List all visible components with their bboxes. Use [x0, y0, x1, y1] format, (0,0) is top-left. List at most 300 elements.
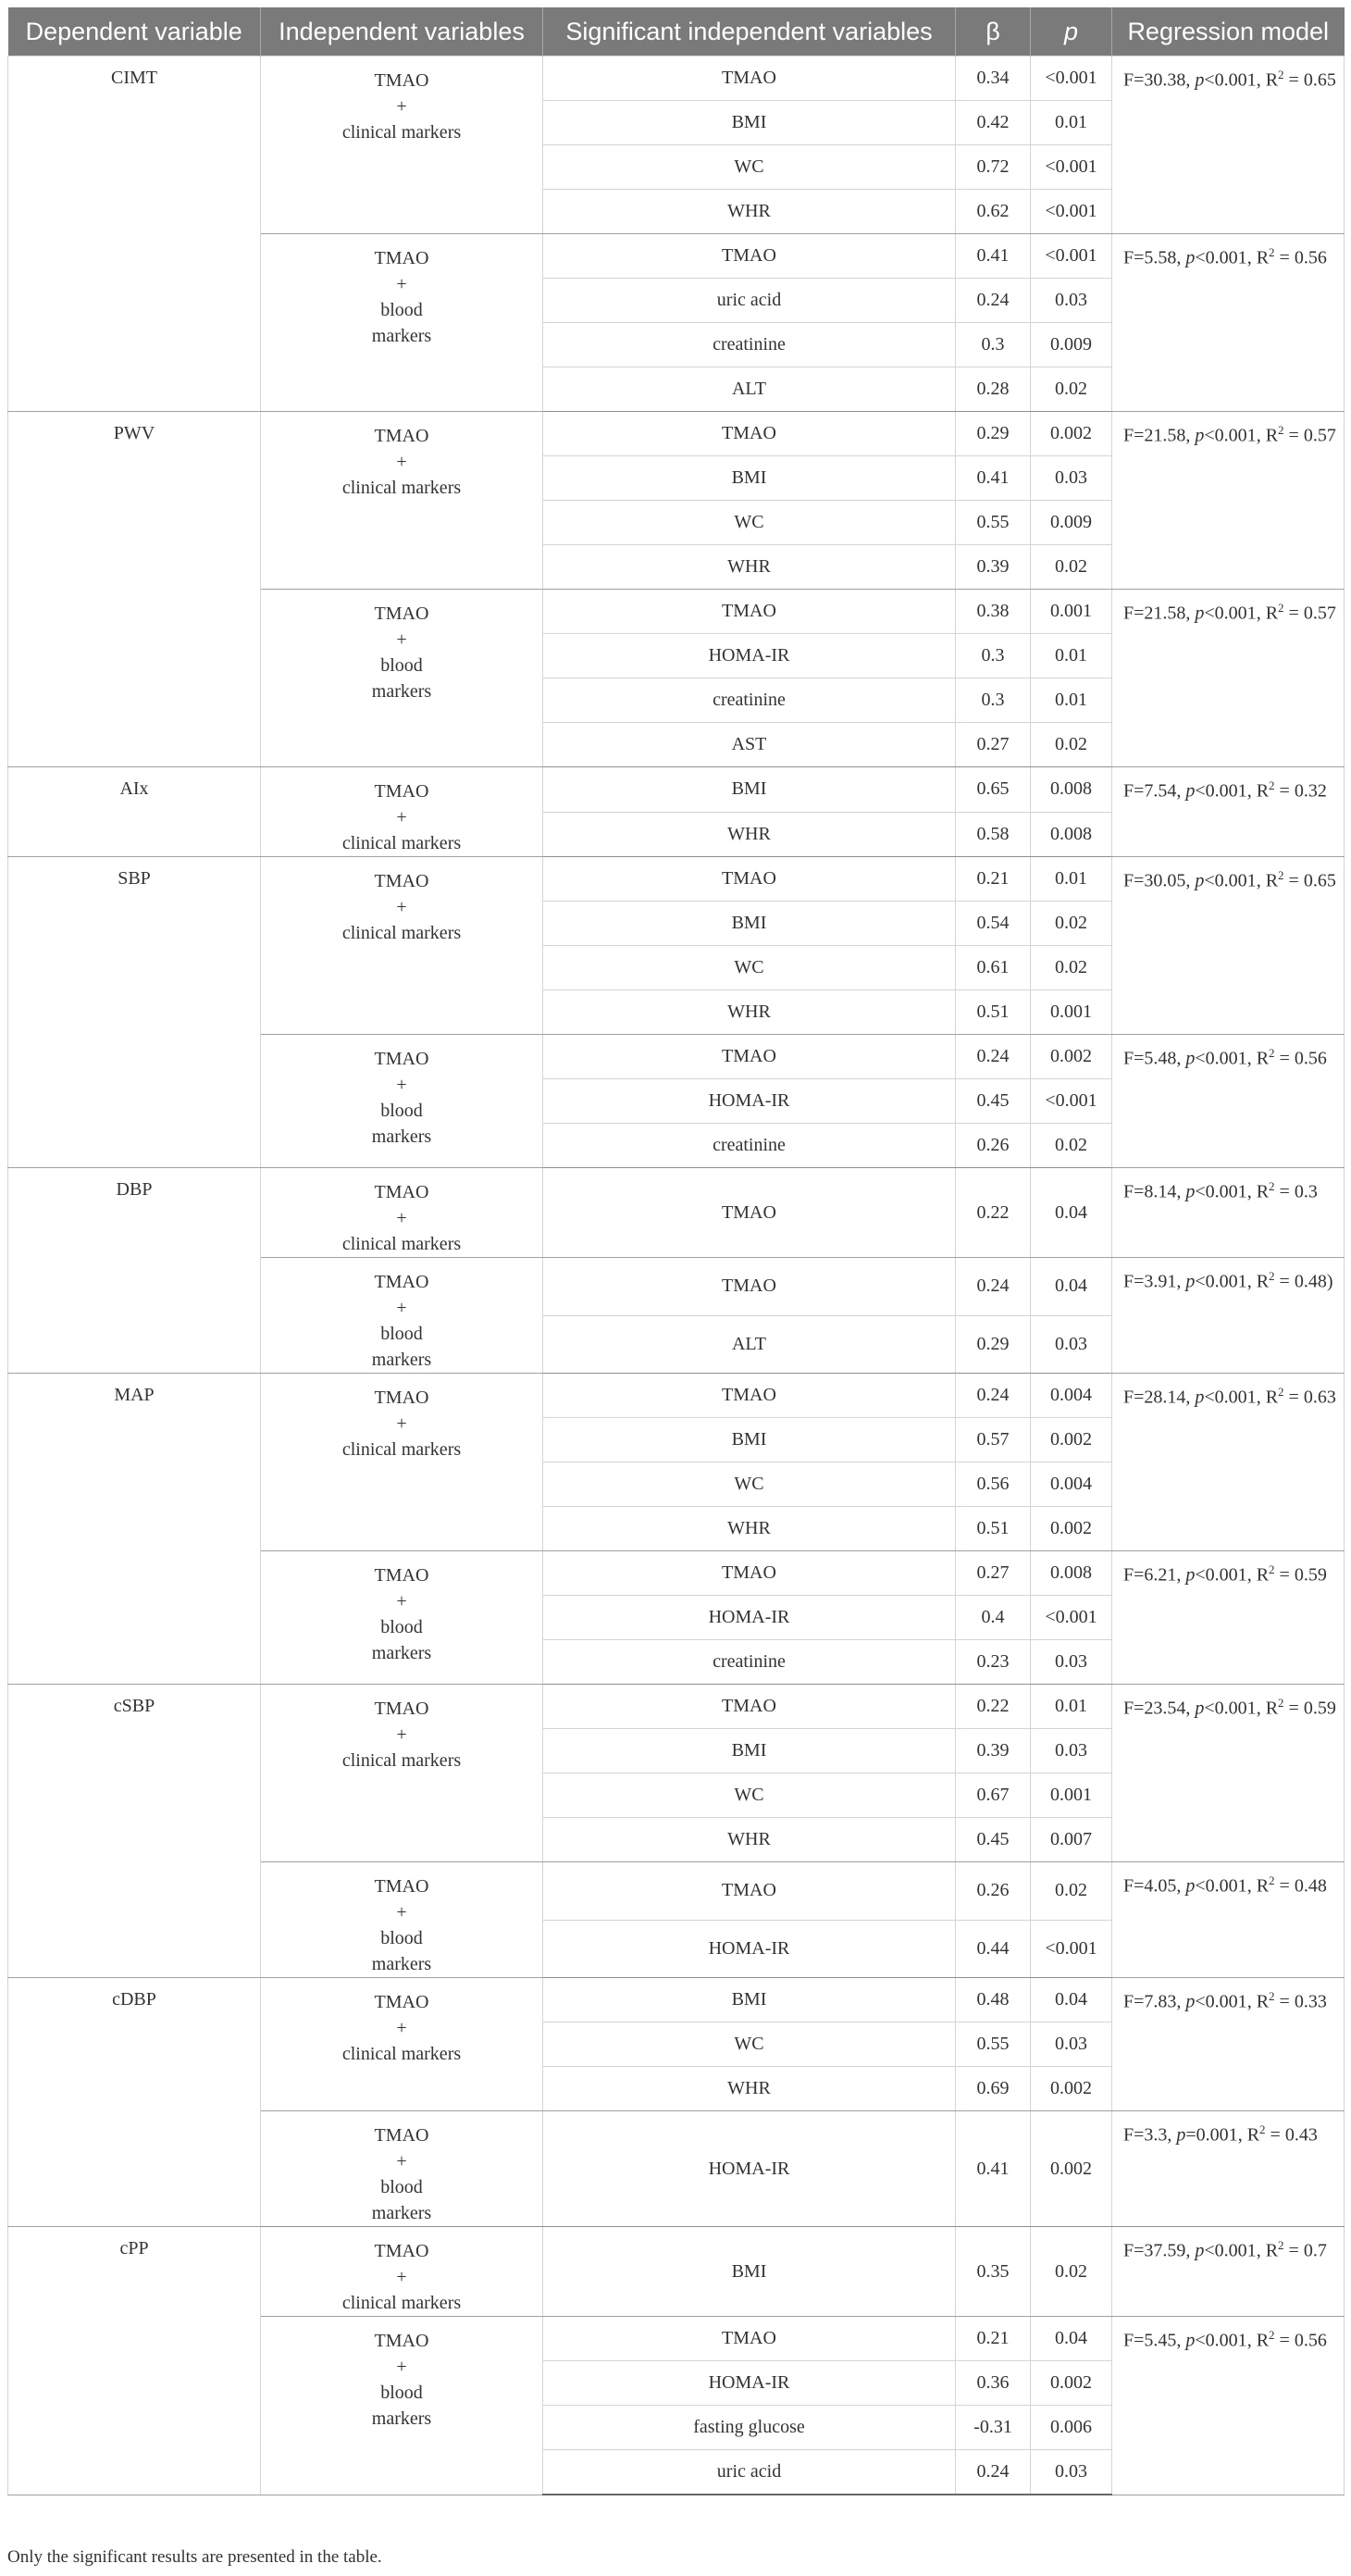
model-r2-superscript: 2	[1269, 1562, 1275, 1576]
significant-variable-cell: WC	[543, 946, 956, 990]
independent-variables-line: blood	[380, 1324, 423, 1344]
independent-variables-line: +	[396, 1208, 407, 1228]
regression-model-cell: F=7.54, p<0.001, $R^2 = 0.32$	[1112, 767, 1345, 857]
beta-cell: 0.39	[956, 1729, 1031, 1773]
model-f-value: 6.21	[1144, 1564, 1177, 1586]
independent-variables-line: +	[396, 1413, 407, 1434]
model-r2-value: 0.59	[1303, 1698, 1336, 1719]
p-value-cell: 0.02	[1031, 723, 1112, 767]
p-value-cell: 0.02	[1031, 1124, 1112, 1168]
model-f-value: 3.3	[1144, 2124, 1168, 2146]
model-f-value: 21.58	[1144, 603, 1186, 624]
beta-cell: 0.44	[956, 1920, 1031, 1978]
header-beta: β	[956, 7, 1031, 56]
table-footnote: Only the significant results are presented in the table.	[7, 2547, 382, 2567]
dependent-variable-cell: cPP	[8, 2227, 261, 2495]
p-value-cell: 0.004	[1031, 1462, 1112, 1507]
independent-variables-cell	[261, 2317, 543, 2495]
model-p-label: p	[1195, 2240, 1205, 2261]
independent-variables-line: blood	[380, 300, 423, 320]
model-f-value: 37.59	[1144, 2240, 1186, 2261]
dependent-variable-cell: SBP	[8, 857, 261, 1168]
header-significant-variables: Significant independent variables	[543, 7, 956, 56]
model-r2-superscript: 2	[1269, 1046, 1275, 1060]
dependent-variable-cell: CIMT	[8, 56, 261, 412]
beta-cell: 0.58	[956, 812, 1031, 857]
table-row	[8, 857, 1345, 902]
independent-variables-line: +	[396, 1075, 407, 1095]
significant-variable-cell: BMI	[543, 1418, 956, 1462]
p-value-cell: <0.001	[1031, 190, 1112, 234]
beta-cell: 0.21	[956, 857, 1031, 902]
independent-variables-cell	[261, 56, 543, 234]
table-row	[8, 412, 1345, 456]
independent-variables-line: clinical markers	[341, 2044, 462, 2064]
significant-variable-cell: AST	[543, 723, 956, 767]
independent-variables-line: TMAO	[374, 1049, 429, 1069]
p-value-cell: 0.02	[1031, 946, 1112, 990]
regression-model-cell: F=23.54, p<0.001, $R^2 = 0.59$	[1112, 1685, 1345, 1862]
independent-variables-line: TMAO	[374, 1876, 429, 1897]
beta-cell: 0.57	[956, 1418, 1031, 1462]
model-p-label: p	[1195, 425, 1205, 446]
p-value-cell: 0.03	[1031, 1315, 1112, 1374]
independent-variables-line: +	[396, 452, 407, 472]
p-value-cell: 0.009	[1031, 323, 1112, 367]
independent-variables-line: clinical markers	[341, 1439, 462, 1460]
model-f-value: 5.48	[1144, 1048, 1177, 1069]
model-r2-superscript: 2	[1278, 423, 1284, 437]
header-dependent-variable: Dependent variable	[8, 7, 261, 56]
independent-variables-line: TMAO	[374, 2331, 429, 2351]
model-p-value: <0.001	[1195, 1271, 1247, 1292]
independent-variables-line: markers	[371, 1954, 432, 1974]
beta-cell: 0.51	[956, 1507, 1031, 1551]
p-value-cell: 0.03	[1031, 279, 1112, 323]
beta-cell: 0.22	[956, 1168, 1031, 1258]
independent-variables-line: TMAO	[374, 1565, 429, 1586]
model-p-value: <0.001	[1204, 1698, 1257, 1719]
regression-model-cell: F=3.3, p=0.001, $R^2 = 0.43$	[1112, 2111, 1345, 2227]
regression-model-cell: F=30.05, p<0.001, $R^2 = 0.65$	[1112, 857, 1345, 1035]
significant-variable-cell: HOMA-IR	[543, 1920, 956, 1978]
regression-model-cell: F=28.14, p<0.001, $R^2 = 0.63$	[1112, 1374, 1345, 1551]
header-p	[1031, 7, 1112, 56]
independent-variables-line: TMAO	[374, 604, 429, 624]
independent-variables-line: blood	[380, 655, 423, 676]
significant-variable-cell: HOMA-IR	[543, 1596, 956, 1640]
independent-variables-line: TMAO	[374, 426, 429, 446]
model-p-value: <0.001	[1204, 870, 1257, 891]
beta-cell: 0.54	[956, 902, 1031, 946]
significant-variable-cell: WHR	[543, 545, 956, 590]
independent-variables-line: markers	[371, 1350, 432, 1370]
model-r2-value: 0.7	[1303, 2240, 1327, 2261]
p-value-cell: 0.01	[1031, 857, 1112, 902]
independent-variables-line: blood	[380, 1617, 423, 1637]
p-value-cell: 0.008	[1031, 1551, 1112, 1596]
significant-variable-cell: creatinine	[543, 1124, 956, 1168]
beta-cell: 0.36	[956, 2361, 1031, 2406]
beta-cell: 0.27	[956, 723, 1031, 767]
beta-cell: 0.67	[956, 1773, 1031, 1818]
independent-variables-line: +	[396, 897, 407, 917]
model-f-value: 3.91	[1144, 1271, 1177, 1292]
beta-cell: 0.41	[956, 234, 1031, 279]
model-f-value: 7.54	[1144, 780, 1177, 802]
p-value-cell: 0.04	[1031, 1168, 1112, 1258]
beta-cell: 0.61	[956, 946, 1031, 990]
independent-variables-line: +	[396, 807, 407, 828]
model-f-value: 5.58	[1144, 247, 1177, 268]
model-p-label: p	[1185, 247, 1196, 268]
independent-variables-cell	[261, 1374, 543, 1551]
beta-cell: 0.41	[956, 2111, 1031, 2227]
independent-variables-line: blood	[380, 2177, 423, 2197]
dependent-variable-cell: AIx	[8, 767, 261, 857]
regression-model-cell: F=5.45, p<0.001, $R^2 = 0.56$	[1112, 2317, 1345, 2495]
model-r2-value: 0.48	[1294, 1875, 1327, 1897]
significant-variable-cell: BMI	[543, 1729, 956, 1773]
significant-variable-cell: TMAO	[543, 234, 956, 279]
model-p-label: p	[1195, 1387, 1205, 1408]
model-r2-superscript: 2	[1278, 868, 1284, 882]
independent-variables-line: TMAO	[374, 70, 429, 91]
p-value-cell: 0.02	[1031, 367, 1112, 412]
beta-cell: 0.24	[956, 279, 1031, 323]
header-independent-variables: Independent variables	[261, 7, 543, 56]
p-value-cell: 0.008	[1031, 812, 1112, 857]
independent-variables-cell	[261, 590, 543, 767]
p-value-cell: <0.001	[1031, 145, 1112, 190]
p-value-cell: 0.001	[1031, 1773, 1112, 1818]
header-regression-model: Regression model	[1112, 7, 1345, 56]
significant-variable-cell: BMI	[543, 767, 956, 813]
beta-cell: 0.41	[956, 456, 1031, 501]
p-value-cell: <0.001	[1031, 1079, 1112, 1124]
p-value-cell: 0.008	[1031, 767, 1112, 813]
model-p-value: <0.001	[1195, 1181, 1247, 1202]
model-p-label: p	[1185, 1875, 1196, 1897]
model-p-label: p	[1195, 69, 1205, 91]
regression-model-cell: F=4.05, p<0.001, $R^2 = 0.48$	[1112, 1862, 1345, 1978]
beta-cell: 0.24	[956, 1374, 1031, 1418]
regression-model-cell: F=6.21, p<0.001, $R^2 = 0.59$	[1112, 1551, 1345, 1685]
model-f-value: 21.58	[1144, 425, 1186, 446]
independent-variables-line: TMAO	[374, 1272, 429, 1292]
model-r2-superscript: 2	[1269, 1179, 1275, 1193]
beta-cell: 0.38	[956, 590, 1031, 634]
beta-cell: 0.23	[956, 1640, 1031, 1685]
significant-variable-cell: HOMA-IR	[543, 2111, 956, 2227]
significant-variable-cell: BMI	[543, 902, 956, 946]
p-value-cell: 0.002	[1031, 1418, 1112, 1462]
p-value-cell: 0.002	[1031, 412, 1112, 456]
significant-variable-cell: TMAO	[543, 412, 956, 456]
independent-variables-line: +	[396, 2357, 407, 2377]
independent-variables-line: clinical markers	[341, 1234, 462, 1254]
model-f-value: 8.14	[1144, 1181, 1177, 1202]
model-r2-value: 0.33	[1294, 1991, 1327, 2012]
beta-cell: 0.45	[956, 1079, 1031, 1124]
p-value-cell: 0.02	[1031, 2227, 1112, 2317]
p-value-cell: 0.02	[1031, 545, 1112, 590]
significant-variable-cell: TMAO	[543, 857, 956, 902]
significant-variable-cell: WC	[543, 2022, 956, 2067]
independent-variables-line: markers	[371, 2203, 432, 2223]
model-r2-superscript: 2	[1278, 601, 1284, 615]
significant-variable-cell: WHR	[543, 1507, 956, 1551]
significant-variable-cell: fasting glucose	[543, 2406, 956, 2450]
independent-variables-line: markers	[371, 2408, 432, 2429]
independent-variables-line: TMAO	[374, 248, 429, 268]
model-p-value: <0.001	[1204, 69, 1257, 91]
model-p-value: <0.001	[1195, 1564, 1247, 1586]
table-row	[8, 2227, 1345, 2317]
p-value-cell: 0.002	[1031, 2361, 1112, 2406]
p-value-cell: 0.01	[1031, 678, 1112, 723]
independent-variables-line: +	[396, 2151, 407, 2172]
significant-variable-cell: BMI	[543, 101, 956, 145]
beta-cell: 0.65	[956, 767, 1031, 813]
beta-cell: 0.4	[956, 1596, 1031, 1640]
regression-model-cell: F=21.58, p<0.001, $R^2 = 0.57$	[1112, 412, 1345, 590]
independent-variables-line: +	[396, 1724, 407, 1745]
independent-variables-cell	[261, 412, 543, 590]
significant-variable-cell: TMAO	[543, 1862, 956, 1921]
model-r2-value: 0.57	[1303, 603, 1336, 624]
regression-table	[7, 7, 1345, 2495]
beta-cell: 0.29	[956, 412, 1031, 456]
significant-variable-cell: ALT	[543, 367, 956, 412]
model-p-value: <0.001	[1204, 1387, 1257, 1408]
p-value-cell: 0.01	[1031, 101, 1112, 145]
independent-variables-line: +	[396, 1298, 407, 1318]
significant-variable-cell: HOMA-IR	[543, 634, 956, 678]
dependent-variable-cell: cDBP	[8, 1978, 261, 2227]
significant-variable-cell: BMI	[543, 456, 956, 501]
independent-variables-line: markers	[371, 681, 432, 702]
model-p-label: p	[1176, 2124, 1186, 2146]
independent-variables-line: clinical markers	[341, 833, 462, 853]
model-r2-value: 0.56	[1294, 1048, 1327, 1069]
significant-variable-cell: ALT	[543, 1315, 956, 1374]
table-row	[8, 767, 1345, 813]
model-f-value: 23.54	[1144, 1698, 1186, 1719]
independent-variables-line: TMAO	[374, 2241, 429, 2261]
independent-variables-line: clinical markers	[341, 2293, 462, 2313]
model-r2-superscript: 2	[1269, 1269, 1275, 1283]
model-r2-value: 0.59	[1294, 1564, 1327, 1586]
significant-variable-cell: WHR	[543, 990, 956, 1035]
significant-variable-cell: WHR	[543, 190, 956, 234]
independent-variables-line: markers	[371, 326, 432, 346]
significant-variable-cell: TMAO	[543, 2317, 956, 2361]
model-p-label: p	[1185, 2330, 1196, 2351]
beta-cell: 0.55	[956, 2022, 1031, 2067]
model-f-value: 30.38	[1144, 69, 1186, 91]
model-r2-superscript: 2	[1269, 778, 1275, 792]
independent-variables-cell	[261, 1035, 543, 1168]
model-r2-value: 0.32	[1294, 780, 1327, 802]
significant-variable-cell: WC	[543, 1462, 956, 1507]
beta-cell: 0.72	[956, 145, 1031, 190]
header-row	[8, 7, 1345, 56]
p-value-cell: 0.03	[1031, 1640, 1112, 1685]
p-value-cell: 0.03	[1031, 1729, 1112, 1773]
model-p-label: p	[1195, 1698, 1205, 1719]
beta-cell: 0.45	[956, 1818, 1031, 1862]
independent-variables-cell	[261, 234, 543, 412]
regression-model-cell: F=5.58, p<0.001, $R^2 = 0.56$	[1112, 234, 1345, 412]
independent-variables-line: +	[396, 96, 407, 117]
model-p-label: p	[1185, 1181, 1196, 1202]
beta-cell: 0.62	[956, 190, 1031, 234]
significant-variable-cell: HOMA-IR	[543, 2361, 956, 2406]
significant-variable-cell: WHR	[543, 1818, 956, 1862]
independent-variables-line: markers	[371, 1126, 432, 1147]
significant-variable-cell: HOMA-IR	[543, 1079, 956, 1124]
model-f-value: 5.45	[1144, 2330, 1177, 2351]
p-value-cell: 0.01	[1031, 634, 1112, 678]
significant-variable-cell: BMI	[543, 2227, 956, 2317]
regression-model-cell: F=37.59, p<0.001, $R^2 = 0.7$	[1112, 2227, 1345, 2317]
significant-variable-cell: TMAO	[543, 1035, 956, 1079]
significant-variable-cell: WC	[543, 501, 956, 545]
model-r2-superscript: 2	[1269, 245, 1275, 259]
significant-variable-cell: TMAO	[543, 1258, 956, 1316]
p-value-cell: <0.001	[1031, 56, 1112, 101]
p-value-cell: <0.001	[1031, 1920, 1112, 1978]
independent-variables-line: TMAO	[374, 1992, 429, 2012]
independent-variables-cell	[261, 1551, 543, 1685]
model-p-label: p	[1185, 1564, 1196, 1586]
independent-variables-line: TMAO	[374, 871, 429, 891]
beta-cell: 0.3	[956, 678, 1031, 723]
significant-variable-cell: TMAO	[543, 1551, 956, 1596]
model-p-value: <0.001	[1195, 247, 1247, 268]
model-f-value: 28.14	[1144, 1387, 1186, 1408]
independent-variables-line: markers	[371, 1643, 432, 1663]
beta-cell: 0.26	[956, 1862, 1031, 1921]
p-value-cell: 0.002	[1031, 2111, 1112, 2227]
independent-variables-line: clinical markers	[341, 122, 462, 143]
model-r2-value: 0.57	[1303, 425, 1336, 446]
model-r2-value: 0.63	[1303, 1387, 1336, 1408]
independent-variables-cell	[261, 767, 543, 857]
model-r2-superscript: 2	[1269, 1989, 1275, 2003]
table-row	[8, 1978, 1345, 2022]
independent-variables-line: TMAO	[374, 1388, 429, 1408]
independent-variables-line: +	[396, 274, 407, 294]
p-value-cell: 0.001	[1031, 590, 1112, 634]
p-value-cell: 0.002	[1031, 2067, 1112, 2111]
model-r2-superscript: 2	[1269, 1873, 1275, 1887]
model-f-value: 4.05	[1144, 1875, 1177, 1897]
beta-cell: 0.3	[956, 634, 1031, 678]
regression-model-cell: F=5.48, p<0.001, $R^2 = 0.56$	[1112, 1035, 1345, 1168]
significant-variable-cell: TMAO	[543, 590, 956, 634]
independent-variables-line: TMAO	[374, 1182, 429, 1202]
beta-cell: 0.51	[956, 990, 1031, 1035]
p-value-cell: 0.004	[1031, 1374, 1112, 1418]
model-r2-value: 0.56	[1294, 247, 1327, 268]
beta-cell: 0.34	[956, 56, 1031, 101]
significant-variable-cell: TMAO	[543, 1685, 956, 1729]
independent-variables-line: +	[396, 2267, 407, 2287]
table-row	[8, 1374, 1345, 1418]
independent-variables-line: blood	[380, 2383, 423, 2403]
beta-cell: 0.21	[956, 2317, 1031, 2361]
significant-variable-cell: WHR	[543, 812, 956, 857]
beta-cell: 0.48	[956, 1978, 1031, 2022]
p-value-cell: <0.001	[1031, 1596, 1112, 1640]
table-row	[8, 1168, 1345, 1258]
model-f-value: 30.05	[1144, 870, 1186, 891]
model-r2-superscript: 2	[1269, 2328, 1275, 2342]
regression-model-cell: F=8.14, p<0.001, $R^2 = 0.3$	[1112, 1168, 1345, 1258]
significant-variable-cell: creatinine	[543, 1640, 956, 1685]
significant-variable-cell: creatinine	[543, 323, 956, 367]
independent-variables-line: clinical markers	[341, 478, 462, 498]
beta-cell: 0.22	[956, 1685, 1031, 1729]
p-value-cell: 0.03	[1031, 456, 1112, 501]
p-value-cell: 0.04	[1031, 1978, 1112, 2022]
model-r2-superscript: 2	[1278, 1385, 1284, 1399]
model-r2-superscript: 2	[1278, 2238, 1284, 2252]
independent-variables-line: TMAO	[374, 781, 429, 802]
beta-cell: 0.29	[956, 1315, 1031, 1374]
model-r2-value: 0.3	[1294, 1181, 1318, 1202]
beta-cell: 0.24	[956, 1035, 1031, 1079]
table-body	[8, 56, 1345, 2495]
p-value-cell: 0.02	[1031, 902, 1112, 946]
table-header	[8, 7, 1345, 56]
independent-variables-line: clinical markers	[341, 923, 462, 943]
model-f-value: 7.83	[1144, 1991, 1177, 2012]
p-value-cell: 0.002	[1031, 1035, 1112, 1079]
beta-cell: 0.42	[956, 101, 1031, 145]
model-p-value: <0.001	[1204, 603, 1257, 624]
model-p-value: =0.001	[1185, 2124, 1238, 2146]
p-value-cell: 0.002	[1031, 1507, 1112, 1551]
beta-cell: -0.31	[956, 2406, 1031, 2450]
model-p-label: p	[1185, 1048, 1196, 1069]
significant-variable-cell: WHR	[543, 2067, 956, 2111]
independent-variables-line: +	[396, 629, 407, 650]
independent-variables-line: +	[396, 1902, 407, 1923]
model-p-label: p	[1185, 780, 1196, 802]
beta-cell: 0.27	[956, 1551, 1031, 1596]
model-p-label: p	[1195, 870, 1205, 891]
dependent-variable-cell: MAP	[8, 1374, 261, 1685]
dependent-variable-cell: cSBP	[8, 1685, 261, 1978]
model-suffix: )	[1326, 1271, 1333, 1292]
independent-variables-line: TMAO	[374, 1699, 429, 1719]
independent-variables-cell	[261, 1168, 543, 1258]
independent-variables-cell	[261, 1862, 543, 1978]
model-r2-value: 0.56	[1294, 2330, 1327, 2351]
model-p-value: <0.001	[1195, 780, 1247, 802]
significant-variable-cell: BMI	[543, 1978, 956, 2022]
model-r2-superscript: 2	[1259, 2122, 1266, 2136]
model-r2-value: 0.48	[1294, 1271, 1327, 1292]
beta-cell: 0.28	[956, 367, 1031, 412]
table-row	[8, 56, 1345, 101]
model-p-label: p	[1185, 1991, 1196, 2012]
significant-variable-cell: TMAO	[543, 1168, 956, 1258]
beta-cell: 0.39	[956, 545, 1031, 590]
